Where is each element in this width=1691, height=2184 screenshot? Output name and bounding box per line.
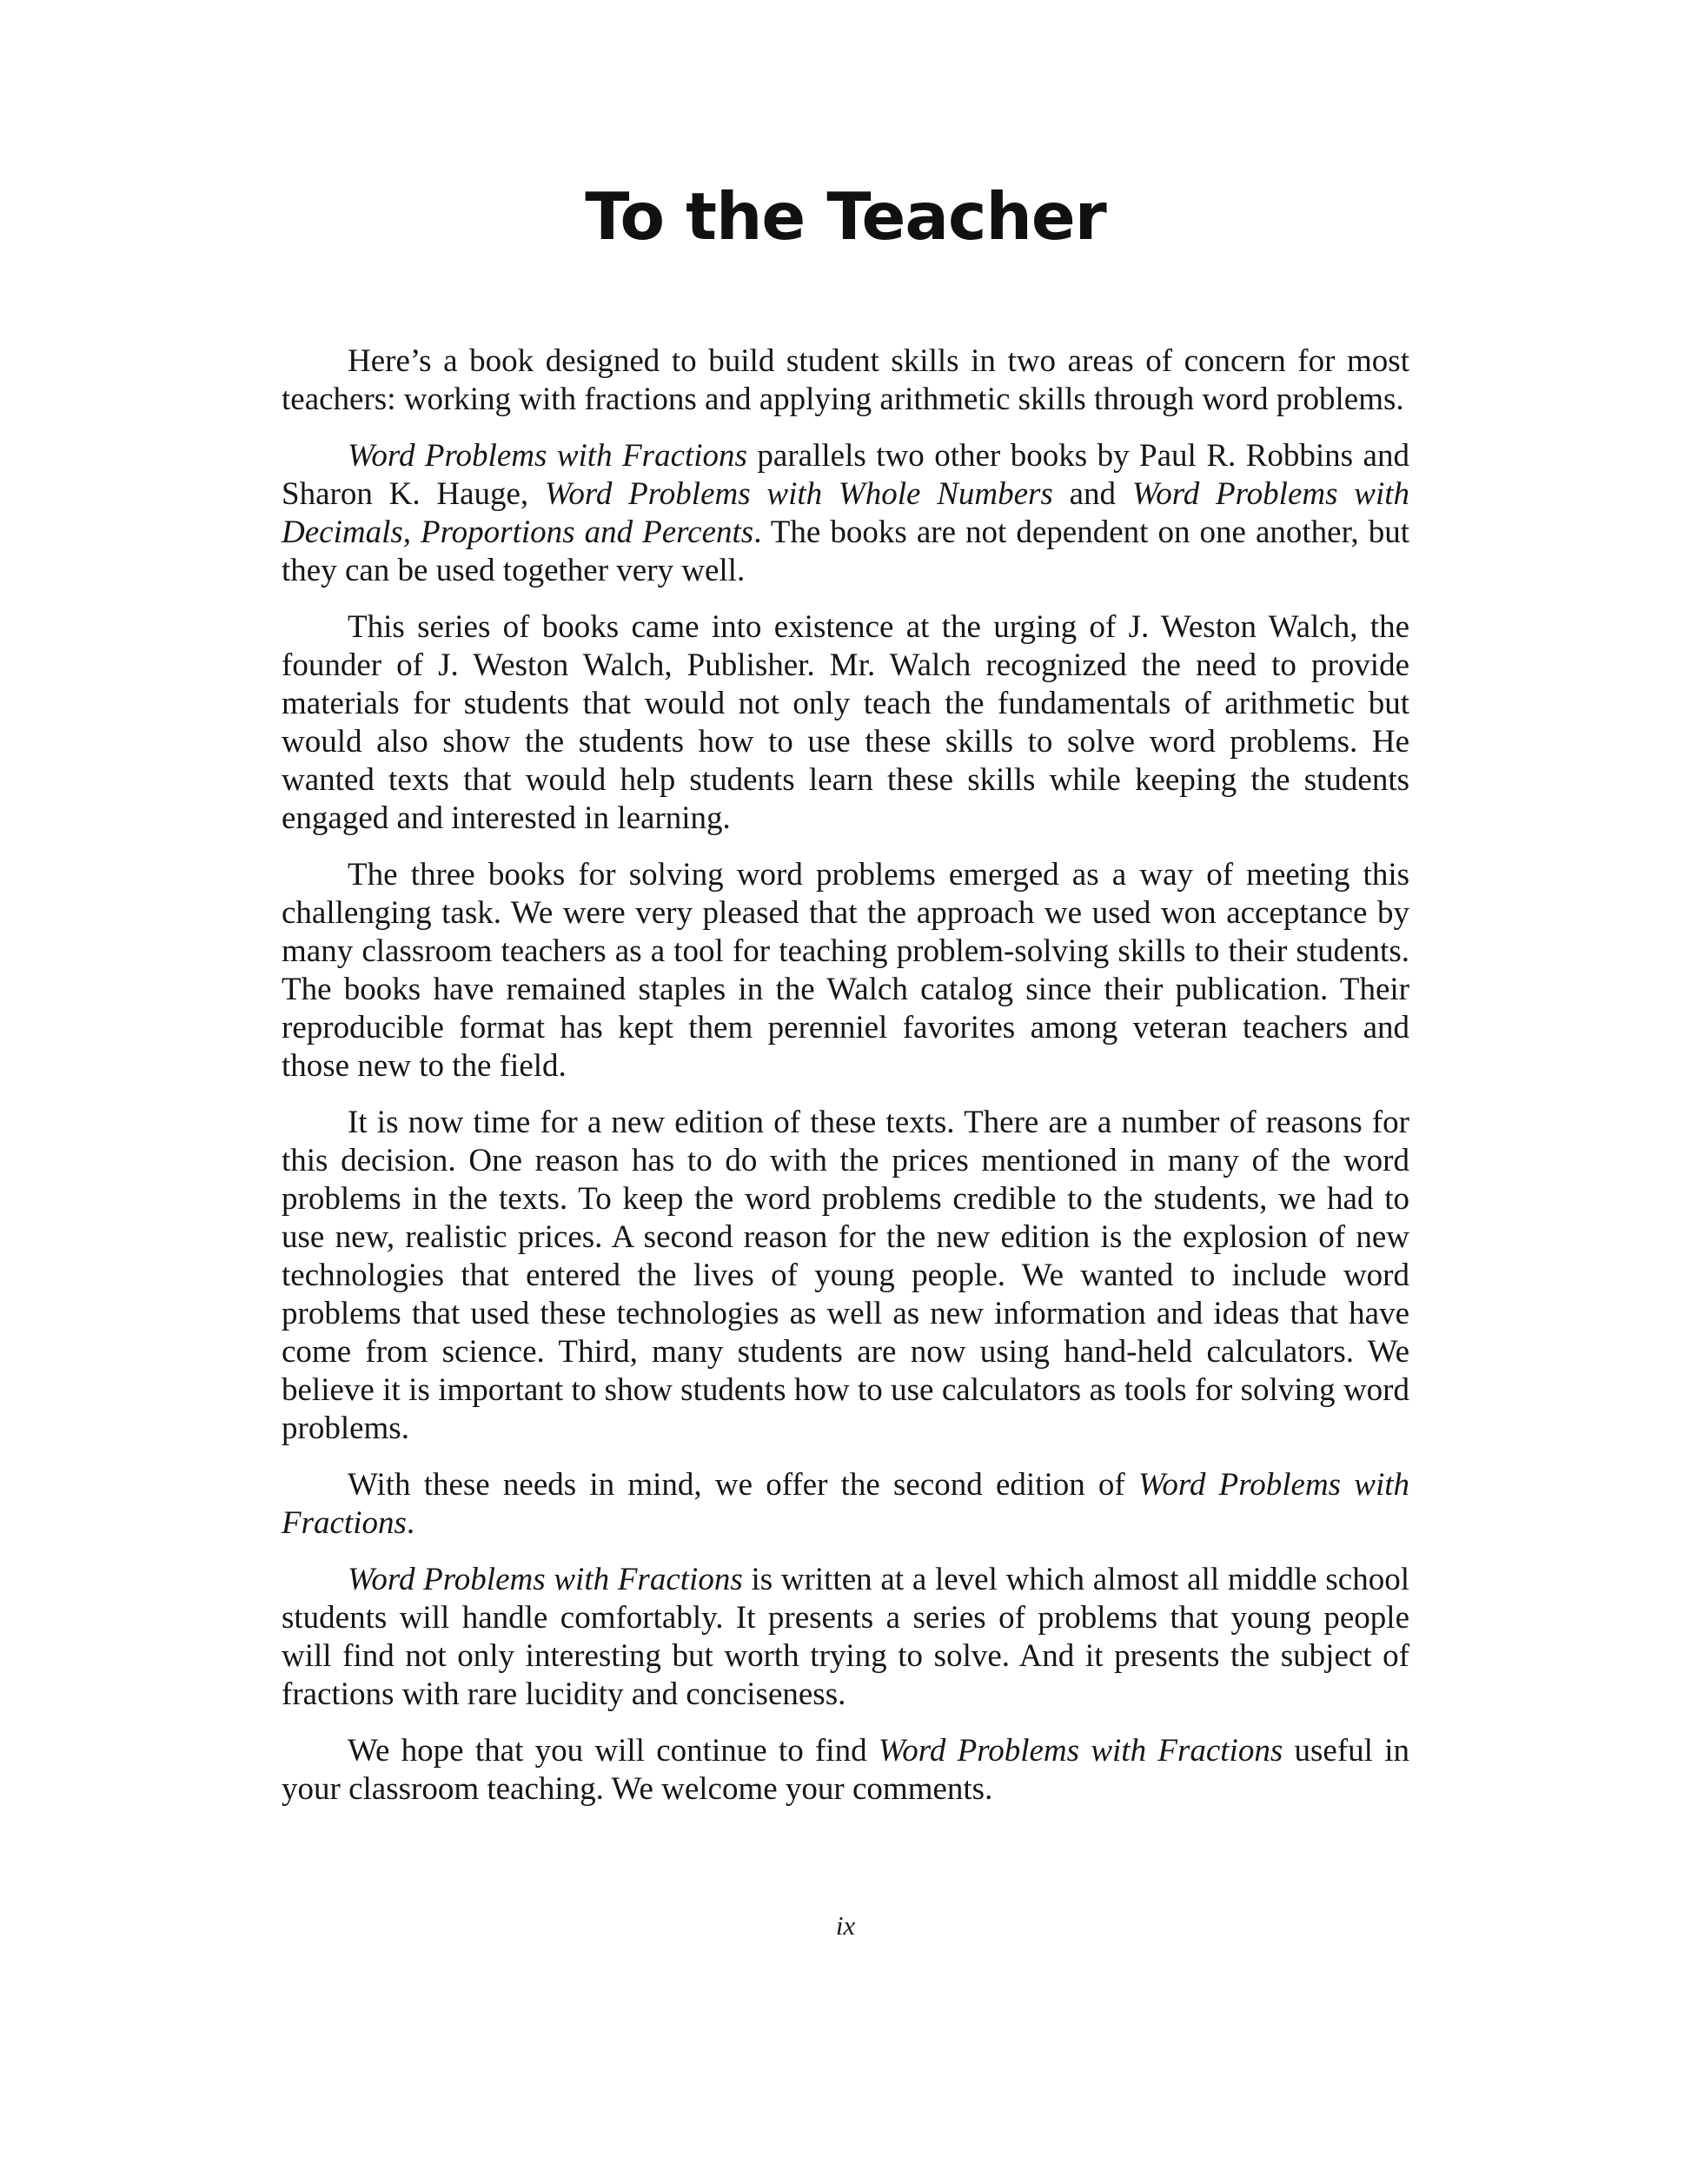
text-run: With these needs in mind, we offer the second edition of xyxy=(348,1467,1138,1503)
text-run: is written at a level which almost all middle school students will handle comfortably. It presents a series of problems that young people will find not only interesting but worth trying to solve. And it presents the subject of fractions with rare lucidity and conciseness. xyxy=(282,1562,1409,1712)
paragraph xyxy=(282,1104,1409,1448)
paragraph xyxy=(282,1561,1409,1714)
text-run: and xyxy=(1052,476,1132,512)
body-paragraphs xyxy=(282,342,1409,1827)
paragraph xyxy=(282,342,1409,419)
italic-text-run: Word Problems with Decimals, Proportions and Percents xyxy=(282,476,1410,550)
text-run: This series of books came into existence at the urging of J. Weston Walch, the founder of J. Weston Walch, Publisher. Mr. Walch recognized the need to provide materials for students that would not only teach the fundamentals of arithmetic but would also show the students how to use these skills to solve word problems. He wanted texts that would help students learn these skills while keeping the students engaged and interested in learning. xyxy=(282,609,1409,836)
italic-text-run: Word Problems with Fractions xyxy=(348,1562,743,1597)
italic-text-run: Word Problems with Fractions xyxy=(282,1467,1410,1541)
text-run: Here’s a book designed to build student skills in two areas of concern for most teachers: working with fractions and applying arithmetic skills through word problems. xyxy=(282,343,1409,417)
text-run: . xyxy=(406,1505,415,1541)
paragraph xyxy=(282,856,1409,1085)
page-number: ix xyxy=(835,1910,856,1941)
paragraph xyxy=(282,1732,1409,1809)
text-run: It is now time for a new edition of these texts. There are a number of reasons for this decision. One reason has to do with the prices mentioned in many of the word problems in the texts. To keep the word problems credible to the students, we had to use new, realistic prices. A second reason for the new edition is the explosion of new technologies that entered the lives of young people. We wanted to include word problems that used these technologies as well as new information and ideas that have come from science. Third, many students are now using hand-held calculators. We believe it is important to show students how to use calculators as tools for solving word problems. xyxy=(282,1105,1409,1446)
page-title: To the Teacher xyxy=(585,178,1106,255)
italic-text-run: Word Problems with Fractions xyxy=(878,1733,1283,1769)
text-run: useful in your classroom teaching. We welcome your comments. xyxy=(282,1733,1409,1807)
text-run: parallels two other books by Paul R. Robbins and Sharon K. Hauge, xyxy=(282,438,1409,512)
text-run: The three books for solving word problems emerged as a way of meeting this challenging task. We were very pleased that the approach we used won acceptance by many classroom teachers as a tool for teaching problem-solving skills to their students. The books have remained staples in the Walch catalog since their publication. Their reproducible format has kept them perenniel favorites among veteran teachers and those new to the field. xyxy=(282,857,1409,1084)
paragraph xyxy=(282,437,1409,590)
paragraph xyxy=(282,608,1409,838)
italic-text-run: Word Problems with Whole Numbers xyxy=(544,476,1053,512)
text-run: . The books are not dependent on one another, but they can be used together very well. xyxy=(282,514,1409,588)
italic-text-run: Word Problems with Fractions xyxy=(348,438,747,474)
text-run: We hope that you will continue to find xyxy=(348,1733,879,1769)
paragraph xyxy=(282,1466,1409,1543)
